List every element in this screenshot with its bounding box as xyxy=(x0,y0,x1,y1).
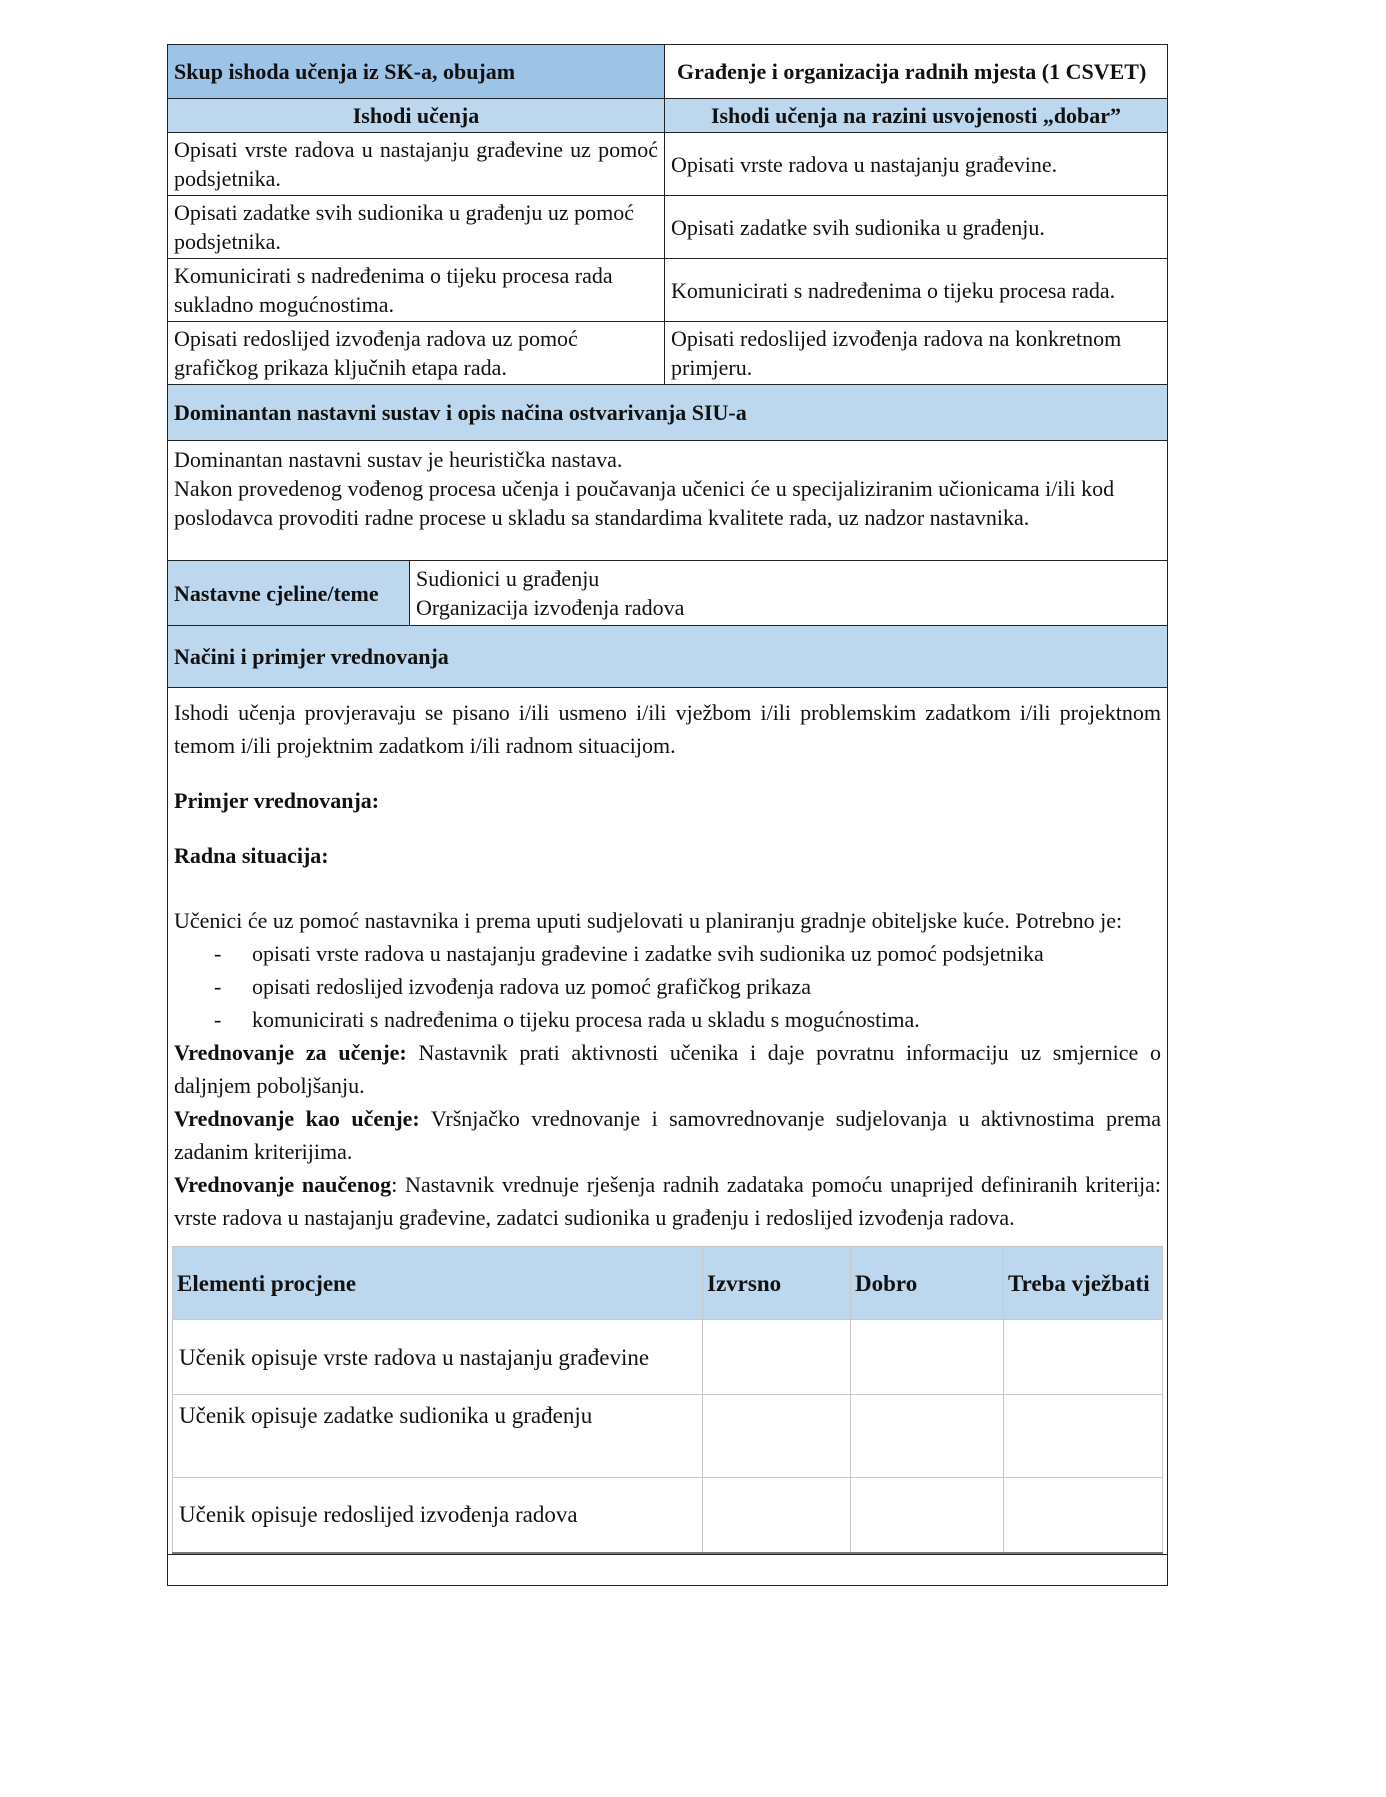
teaching-system-line1: Dominantan nastavni sustav je heuristička nastava. xyxy=(174,447,623,472)
good-level-cell: Komunicirati s nadređenima o tijeku procesa rada. xyxy=(665,259,1168,322)
assessment-header-row xyxy=(173,1247,1163,1320)
assessment-header-good: Dobro xyxy=(851,1247,1004,1320)
module-title: Građenje i organizacija radnih mjesta (1 CSVET) xyxy=(677,59,1147,84)
assessment-cell-practice[interactable] xyxy=(1004,1395,1163,1478)
curriculum-table xyxy=(167,44,1168,1586)
assessment-cell-excellent[interactable] xyxy=(703,1478,851,1553)
outcome-row xyxy=(168,196,1168,259)
empty-footer-cell xyxy=(168,1554,1168,1585)
assessment-cell-excellent[interactable] xyxy=(703,1395,851,1478)
module-title-cell xyxy=(665,45,1168,99)
good-level-col-header-label: Ishodi učenja na razini usvojenosti „dobar” xyxy=(710,103,1122,128)
for-learning-label: Vrednovanje za učenje: xyxy=(174,1040,407,1065)
assessment-row xyxy=(173,1395,1163,1478)
as-learning-paragraph xyxy=(174,1102,1161,1168)
outcome-cell: Opisati zadatke svih sudionika u građenju uz pomoć podsjetnika. xyxy=(168,196,665,259)
as-learning-label: Vrednovanje kao učenje: xyxy=(174,1106,420,1131)
assessment-cell-excellent[interactable] xyxy=(703,1320,851,1395)
set-label-cell xyxy=(168,45,665,99)
units-list xyxy=(410,561,1168,626)
outcome-row xyxy=(168,133,1168,196)
unit-item: Organizacija izvođenja radova xyxy=(416,595,685,620)
for-learning-paragraph xyxy=(174,1036,1161,1102)
task-item: - opisati vrste radova u nastajanju građevine i zadatke svih sudionika uz pomoć podsjetnika xyxy=(174,937,1161,970)
of-learning-text: : Nastavnik vrednuje rješenja radnih zadataka pomoću unaprijed definiranih kriterija: vrste radova u nastajanju građevine, zadatci sudionika u građenju i redoslijed izvođenja radova. xyxy=(174,1172,1162,1230)
of-learning-label: Vrednovanje naučenog xyxy=(174,1172,392,1197)
teaching-system-body xyxy=(168,441,1168,561)
evaluation-body xyxy=(168,688,1168,1555)
assessment-cell-good[interactable] xyxy=(851,1478,1004,1553)
teaching-system-heading: Dominantan nastavni sustav i opis načina ostvarivanja SIU-a xyxy=(168,385,1168,441)
assessment-header-excellent: Izvrsno xyxy=(703,1247,851,1320)
situation-text: Učenici će uz pomoć nastavnika i prema uputi sudjelovati u planiranju gradnje obiteljske kuće. Potrebno je: xyxy=(174,908,1123,933)
as-learning-text: Vršnjačko vrednovanje i samovrednovanje sudjelovanja u aktivnostima prema zadanim kriterijima. xyxy=(174,1106,1161,1164)
assessment-element: Učenik opisuje vrste radova u nastajanju građevine xyxy=(173,1320,703,1395)
assessment-element: Učenik opisuje zadatke sudionika u građenju xyxy=(173,1395,703,1478)
situation-label: Radna situacija: xyxy=(174,843,329,868)
set-label: Skup ishoda učenja iz SK-a, obujam xyxy=(174,59,516,84)
of-learning-paragraph xyxy=(174,1168,1161,1234)
assessment-row xyxy=(173,1320,1163,1395)
outcome-cell: Opisati redoslijed izvođenja radova uz pomoć grafičkog prikaza ključnih etapa rada. xyxy=(168,322,665,385)
good-level-cell: Opisati zadatke svih sudionika u građenju. xyxy=(665,196,1168,259)
assessment-row xyxy=(173,1478,1163,1553)
example-label: Primjer vrednovanja: xyxy=(174,788,380,813)
outcome-cell: Opisati vrste radova u nastajanju građevine uz pomoć podsjetnika. xyxy=(168,133,665,196)
units-label: Nastavne cjeline/teme xyxy=(168,561,410,626)
assessment-element: Učenik opisuje redoslijed izvođenja radova xyxy=(173,1478,703,1553)
empty-footer-row xyxy=(168,1554,1168,1585)
task-item: - komunicirati s nadređenima o tijeku procesa rada u skladu s mogućnostima. xyxy=(174,1003,1161,1036)
unit-item: Sudionici u građenju xyxy=(416,566,600,591)
task-item: - opisati redoslijed izvođenja radova uz pomoć grafičkog prikaza xyxy=(174,970,1161,1003)
document-page xyxy=(167,44,1167,1586)
assessment-header-practice: Treba vježbati xyxy=(1004,1247,1163,1320)
outcomes-col-header-label: Ishodi učenja xyxy=(352,103,480,128)
good-level-col-header xyxy=(665,99,1168,133)
assessment-cell-practice[interactable] xyxy=(1004,1320,1163,1395)
outcome-row xyxy=(168,322,1168,385)
for-learning-text: Nastavnik prati aktivnosti učenika i daje povratnu informaciju uz smjernice o daljnjem poboljšanju. xyxy=(174,1040,1161,1098)
outcomes-col-header xyxy=(168,99,665,133)
evaluation-heading: Načini i primjer vrednovanja xyxy=(168,626,1168,688)
outcome-row xyxy=(168,259,1168,322)
teaching-system-line2: Nakon provedenog vođenog procesa učenja i poučavanja učenici će u specijaliziranim učionicama i/ili kod poslodavca provoditi radne procese u skladu sa standardima kvalitete rada, uz nadzor nastavnika. xyxy=(174,476,1115,530)
good-level-cell: Opisati redoslijed izvođenja radova na konkretnom primjeru. xyxy=(665,322,1168,385)
assessment-cell-practice[interactable] xyxy=(1004,1478,1163,1553)
assessment-cell-good[interactable] xyxy=(851,1320,1004,1395)
task-list xyxy=(174,937,1161,1036)
assessment-header-elements: Elementi procjene xyxy=(173,1247,703,1320)
evaluation-intro: Ishodi učenja provjeravaju se pisano i/ili usmeno i/ili vježbom i/ili problemskim zadatkom i/ili projektnom temom i/ili projektnim zadatkom i/ili radnom situacijom. xyxy=(174,700,1161,758)
assessment-cell-good[interactable] xyxy=(851,1395,1004,1478)
good-level-cell: Opisati vrste radova u nastajanju građevine. xyxy=(665,133,1168,196)
assessment-table-wrap xyxy=(174,1234,1161,1554)
outcome-cell: Komunicirati s nadređenima o tijeku procesa rada sukladno mogućnostima. xyxy=(168,259,665,322)
assessment-table xyxy=(172,1246,1163,1554)
